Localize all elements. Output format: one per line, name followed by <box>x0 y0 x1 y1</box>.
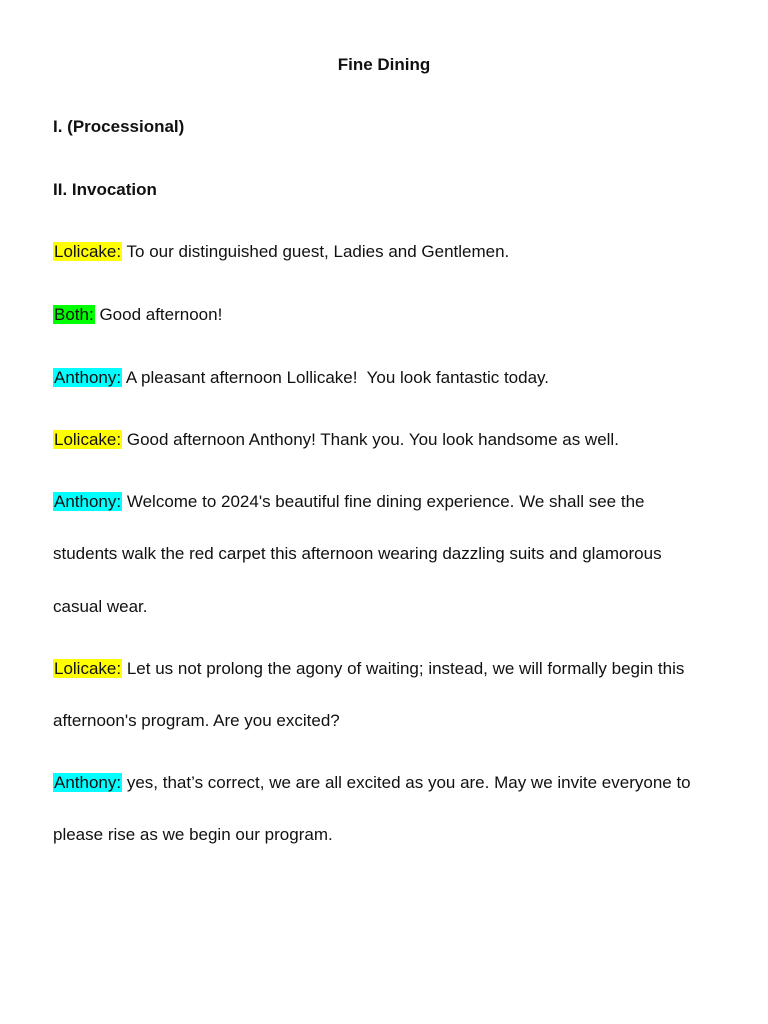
section-heading-processional: I. (Processional) <box>53 117 185 136</box>
dialogue-line <box>53 368 549 388</box>
speaker-label-lolicake: Lolicake: <box>54 659 122 678</box>
dialogue-text: Good afternoon! <box>99 305 223 324</box>
dialogue-text: To our distinguished guest, Ladies and Gentlemen. <box>126 242 510 261</box>
dialogue-text: A pleasant afternoon Lollicake! You look fantastic today. <box>125 368 549 387</box>
speaker-label-both: Both: <box>54 305 94 324</box>
dialogue-line <box>53 242 509 262</box>
speaker-label-lolicake: Lolicake: <box>54 430 122 449</box>
dialogue-line-continuation: afternoon's program. Are you excited? <box>53 711 340 730</box>
dialogue-line-continuation: students walk the red carpet this afternoon wearing dazzling suits and glamorous <box>53 544 662 563</box>
dialogue-text: yes, that’s correct, we are all excited as you are. May we invite everyone to <box>126 773 691 792</box>
dialogue-line-continuation: please rise as we begin our program. <box>53 825 333 844</box>
speaker-label-lolicake: Lolicake: <box>54 242 122 261</box>
speaker-label-anthony: Anthony: <box>54 773 122 792</box>
dialogue-text: Let us not prolong the agony of waiting; instead, we will formally begin this <box>126 659 685 678</box>
dialogue-line <box>53 773 691 793</box>
section-heading-invocation: II. Invocation <box>53 180 157 199</box>
speaker-label-anthony: Anthony: <box>54 492 122 511</box>
dialogue-line-continuation: casual wear. <box>53 597 148 616</box>
document-title: Fine Dining <box>337 55 431 74</box>
dialogue-line <box>53 305 222 325</box>
dialogue-line <box>53 492 645 512</box>
dialogue-text: Welcome to 2024's beautiful fine dining experience. We shall see the <box>126 492 645 511</box>
dialogue-text: Good afternoon Anthony! Thank you. You look handsome as well. <box>126 430 619 449</box>
dialogue-line <box>53 430 619 450</box>
speaker-label-anthony: Anthony: <box>54 368 122 387</box>
dialogue-line <box>53 659 684 679</box>
